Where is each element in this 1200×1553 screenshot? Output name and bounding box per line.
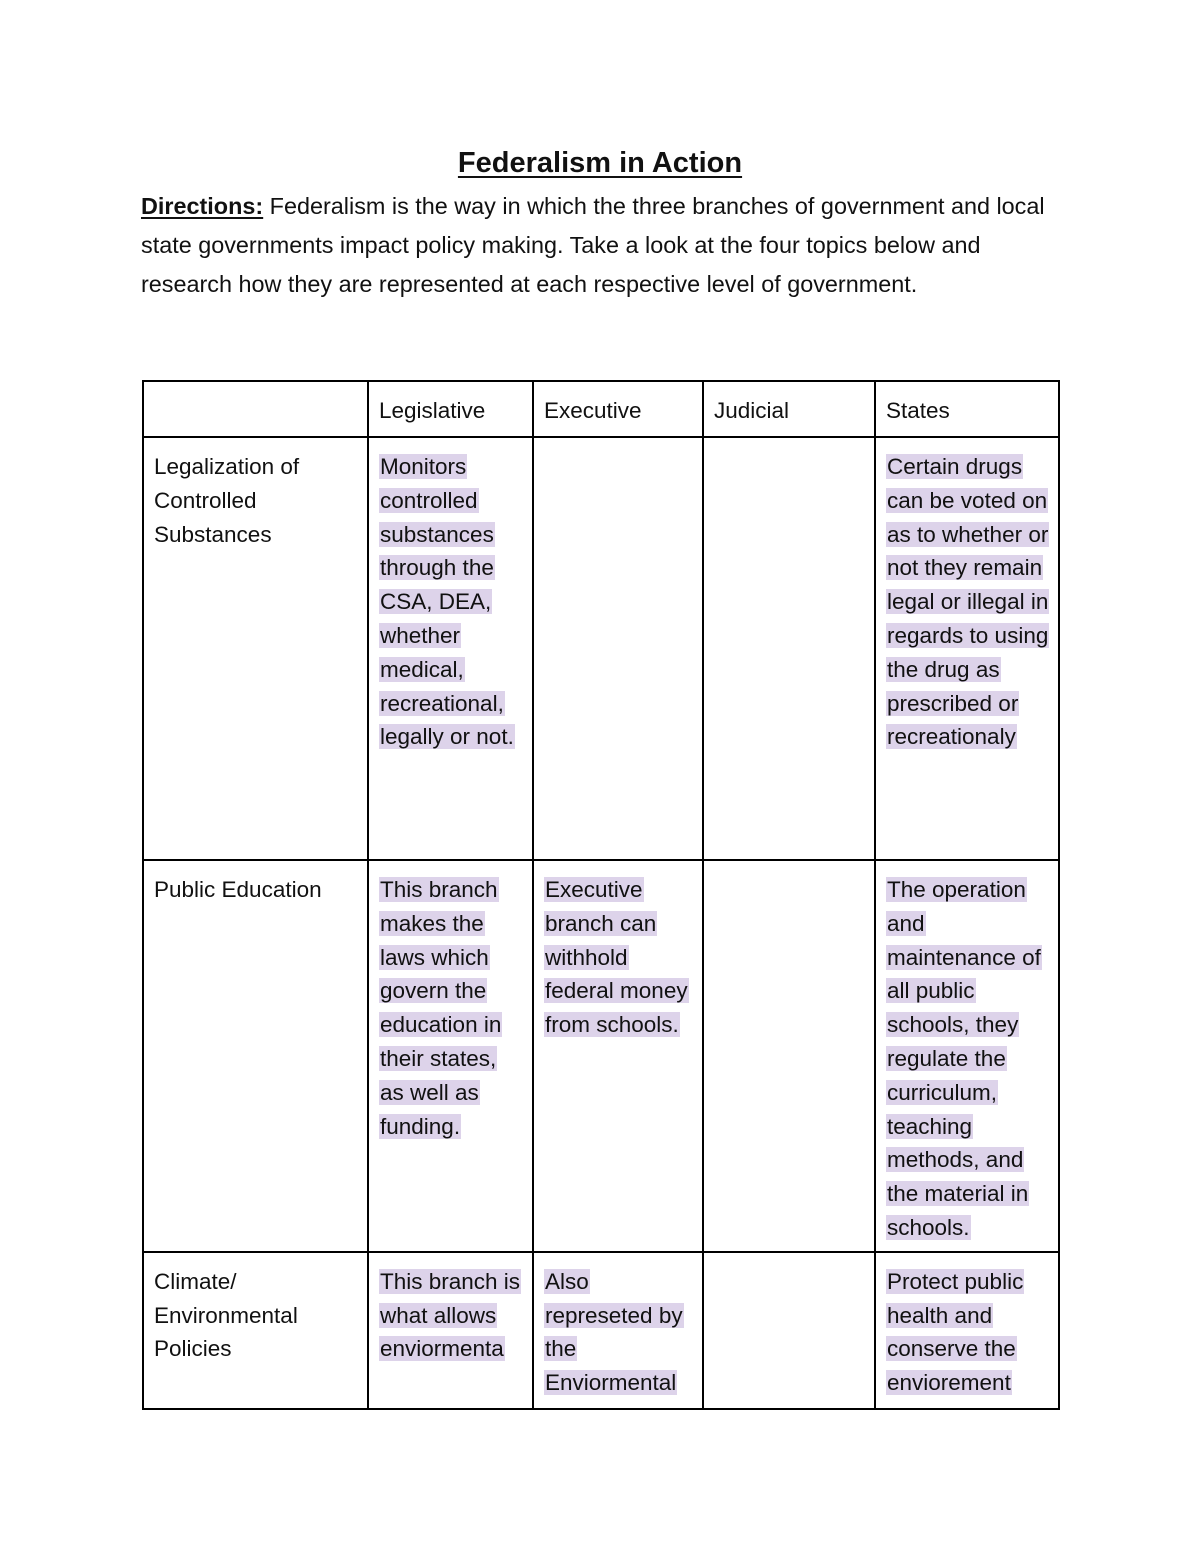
highlighted-answer: This branch makes the laws which govern the education in their states, as well as funding. xyxy=(380,877,502,1139)
highlighted-answer: Monitors controlled substances through the CSA, DEA, whether medical, recreational, legally or not. xyxy=(380,454,514,750)
table-row xyxy=(143,437,1059,860)
highlighted-answer: This branch is what allows enviormenta xyxy=(380,1268,521,1362)
document-title: Federalism in Action xyxy=(457,147,743,179)
judicial-cell xyxy=(703,1252,875,1409)
directions-paragraph xyxy=(141,187,1061,304)
executive-cell xyxy=(533,860,703,1252)
states-cell xyxy=(875,1252,1059,1409)
judicial-cell xyxy=(703,437,875,860)
highlighted-answer: The operation and maintenance of all public schools, they regulate the curriculum, teaching methods, and the material in schools. xyxy=(887,877,1041,1240)
header-cell-judicial: Judicial xyxy=(703,381,875,437)
legislative-cell xyxy=(368,437,533,860)
topic-cell: Public Education xyxy=(143,860,368,1252)
header-cell-executive: Executive xyxy=(533,381,703,437)
federalism-table xyxy=(142,380,1060,1410)
topic-cell: Legalization of Controlled Substances xyxy=(143,437,368,860)
judicial-cell xyxy=(703,860,875,1252)
legislative-cell xyxy=(368,1252,533,1409)
states-cell xyxy=(875,437,1059,860)
directions-label: Directions: xyxy=(141,193,264,219)
executive-cell xyxy=(533,1252,703,1409)
highlighted-answer: Certain drugs can be voted on as to whether or not they remain legal or illegal in regards to using the drug as prescribed or recreationaly xyxy=(887,454,1049,750)
table-row xyxy=(143,1252,1059,1409)
header-cell-empty xyxy=(143,381,368,437)
legislative-cell xyxy=(368,860,533,1252)
highlighted-answer: Executive branch can withhold federal money from schools. xyxy=(545,877,688,1038)
states-cell xyxy=(875,860,1059,1252)
header-cell-states: States xyxy=(875,381,1059,437)
highlighted-answer: Protect public health and conserve the enviorement xyxy=(887,1268,1024,1396)
executive-cell xyxy=(533,437,703,860)
topic-cell: Climate/ Environmental Policies xyxy=(143,1252,368,1409)
table-row xyxy=(143,860,1059,1252)
directions-text: Federalism is the way in which the three branches of government and local state governments impact policy making. Take a look at the four topics below and research how they are represented at each respective level of government. xyxy=(141,193,1045,297)
table-header-row xyxy=(143,381,1059,437)
header-cell-legislative: Legislative xyxy=(368,381,533,437)
highlighted-answer: Also represeted by the Enviormental xyxy=(545,1268,683,1396)
